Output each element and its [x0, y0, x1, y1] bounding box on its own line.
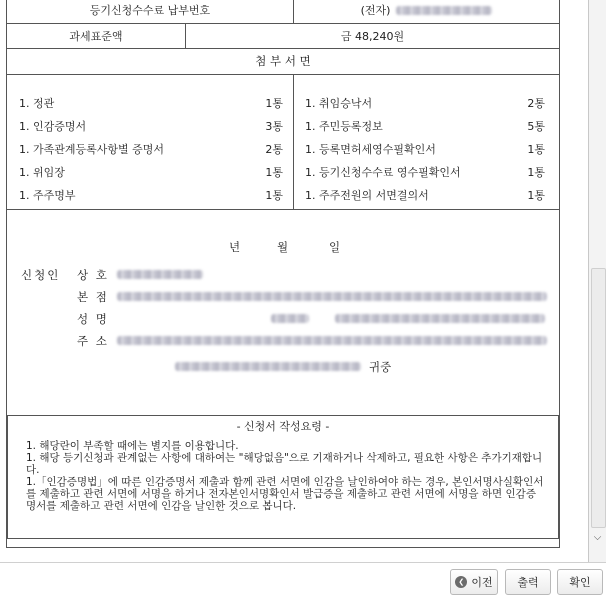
attachment-item: 1. 취임승낙서 2통 [305, 97, 545, 110]
tax-base-label: 과세표준액 [69, 29, 123, 43]
attachment-item: 1. 주민등록정보 5통 [305, 120, 545, 133]
attachments-left-list [19, 92, 283, 207]
address-label: 주 소 [77, 334, 109, 348]
attachment-item: 1. 위임장 1통 [19, 166, 283, 179]
date-year: 년 [229, 240, 243, 254]
redacted-trade-name [117, 270, 203, 279]
attachments-title: 첨 부 서 면 [255, 54, 311, 68]
confirm-button-label: 확인 [569, 576, 591, 589]
writing-guide-box [7, 415, 559, 539]
writing-guide-body [26, 440, 546, 512]
attachment-item: 1. 정관 1통 [19, 97, 283, 110]
chevron-left-icon: ❮ [455, 576, 467, 588]
prev-button[interactable] [450, 569, 498, 595]
tax-base-value: 금 48,240원 [340, 29, 405, 43]
print-button-label: 출력 [517, 576, 539, 589]
addressee-suffix: 귀중 [369, 360, 392, 374]
writing-guide-title: - 신청서 작성요령 - [236, 420, 330, 433]
attachment-item: 1. 주주명부 1통 [19, 189, 283, 202]
date-day: 일 [329, 240, 343, 254]
trade-name-label: 상 호 [77, 268, 109, 282]
vertical-scrollbar[interactable] [589, 0, 606, 562]
date-month: 월 [277, 240, 291, 254]
attachment-item: 1. 주주전원의 서면결의서 1통 [305, 189, 545, 202]
registration-form-page [6, 0, 560, 548]
redacted-address [117, 336, 547, 345]
guide-line: 1. 해당란이 부족할 때에는 별지를 이용합니다. [26, 440, 239, 452]
confirm-button[interactable] [557, 569, 603, 595]
attachment-item: 1. 등록면허세영수필확인서 1통 [305, 143, 545, 156]
guide-line: 1. 해당 등기신청과 관계없는 사항에 대하여는 "해당없음"으로 기재하거나 삭제하고, 필요한 사항은 추가기재합니다. [26, 452, 543, 476]
electronic-label: (전자) [360, 4, 391, 17]
scroll-thumb[interactable] [591, 268, 606, 528]
prev-button-label: 이전 [471, 576, 493, 589]
redacted-name-2 [335, 314, 545, 323]
guide-line: 1.「인감증명법」에 따른 인감증명서 제출과 함께 관련 서면에 인감을 날인하여야 하는 경우, 본인서명사실확인서를 제출하고 관련 서면에 서명을 하거나 전자본인서명확인서 발급증을 제출하고 관련 서면에 서명을 하면 인감증명서를 제출하고 관련 서면에 인감을 날인한 것으로 봅니다. [26, 476, 544, 512]
fee-payment-value [294, 0, 559, 23]
head-office-label: 본 점 [77, 290, 109, 304]
fee-payment-row [7, 0, 559, 24]
attachment-item: 1. 인감증명서 3통 [19, 120, 283, 133]
applicant-label: 신청인 [21, 268, 61, 282]
print-button[interactable] [505, 569, 551, 595]
signature-area [7, 209, 559, 415]
attachments-right-list [305, 92, 545, 207]
redacted-addressee [175, 362, 361, 371]
redacted-payment-number [396, 6, 492, 15]
attachments-title-row [7, 48, 559, 75]
tax-base-row [7, 23, 559, 49]
fee-payment-label: 등기신청수수료 납부번호 [89, 4, 211, 17]
attachment-item: 1. 등기신청수수료 영수필확인서 1통 [305, 166, 545, 179]
attachment-item: 1. 가족관계등록사항별 증명서 2통 [19, 143, 283, 156]
bottom-toolbar [0, 562, 606, 599]
chevron-down-icon[interactable]: ⌵ [593, 532, 602, 543]
name-label: 성 명 [77, 312, 109, 326]
redacted-name-1 [271, 314, 309, 323]
redacted-head-office [117, 292, 547, 301]
attachments-row [7, 74, 559, 210]
